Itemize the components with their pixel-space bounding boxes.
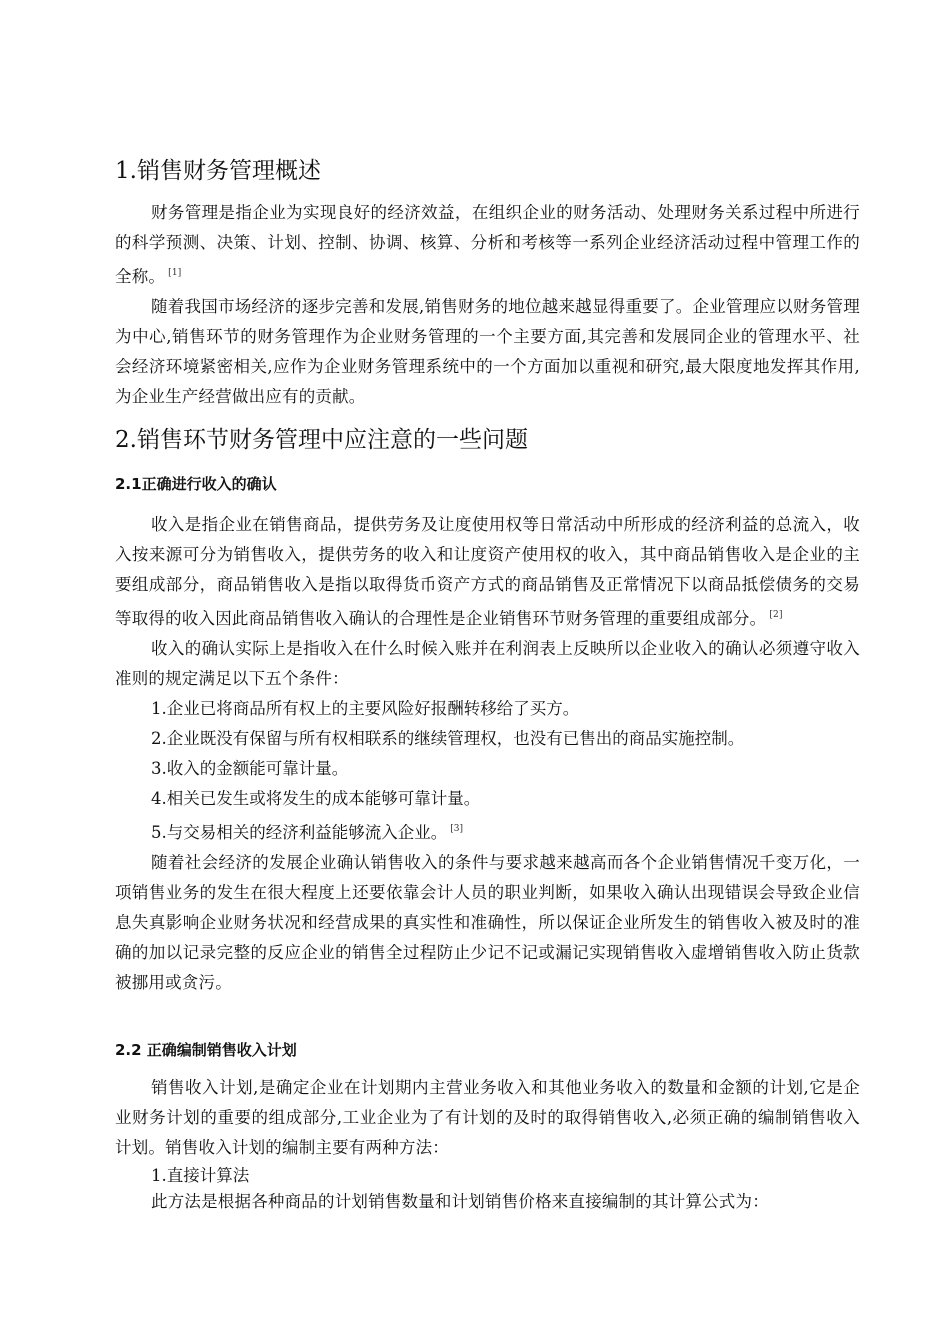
subsection-2-1-paragraph-1 [115, 510, 860, 634]
section-2-heading: 2.销售环节财务管理中应注意的一些问题 [115, 427, 528, 453]
condition-item: 4.相关已发生或将发生的成本能够可靠计量。 [151, 789, 481, 808]
condition-item: 3.收入的金额能可靠计量。 [151, 759, 349, 778]
paragraph-text: 收入是指企业在销售商品，提供劳务及让度使用权等日常活动中所形成的经济利益的总流入，收入按来源可分为销售收入，提供劳务的收入和让度资产使用权的收入，其中商品销售收入是企业的主要组成部分，商品销售收入是指以取得货币资产方式的商品销售及正常情况下以商品抵偿债务的交易等取得的收入因此商品销售收入确认的合理性是企业销售环节财务管理的重要组成部分。 [115, 515, 860, 628]
section-1-paragraph-2: 随着我国市场经济的逐步完善和发展,销售财务的地位越来越显得重要了。企业管理应以财务管理为中心,销售环节的财务管理作为企业财务管理的一个主要方面,其完善和发展同企业的管理水平、社会经济环境紧密相关,应作为企业财务管理系统中的一个方面加以重视和研究,最大限度地发挥其作用,为企业生产经营做出应有的贡献。 [115, 297, 860, 406]
subsection-2-2-heading: 2.2 正确编制销售收入计划 [115, 1041, 297, 1059]
subsection-2-1-paragraph-3: 随着社会经济的发展企业确认销售收入的条件与要求越来越高而各个企业销售情况千变万化，一项销售业务的发生在很大程度上还要依靠会计人员的职业判断，如果收入确认出现错误会导致企业信息失真影响企业财务状况和经营成果的真实性和准确性，所以保证企业所发生的销售收入被及时的准确的加以记录完整的反应企业的销售全过程防止少记不记或漏记实现销售收入虚增销售收入防止货款被挪用或贪污。 [115, 853, 860, 992]
method-item: 1.直接计算法 [151, 1166, 250, 1185]
citation-ref: [2] [769, 610, 783, 620]
subsection-2-2-body [115, 1073, 860, 1215]
subsection-2-1-heading: 2.1正确进行收入的确认 [115, 475, 277, 493]
subsection-2-2-paragraph-2: 此方法是根据各种商品的计划销售数量和计划销售价格来直接编制的其计算公式为： [151, 1192, 769, 1211]
subsection-2-1-paragraph-2: 收入的确认实际上是指收入在什么时候入账并在利润表上反映所以企业收入的确认必须遵守收入准则的规定满足以下五个条件： [115, 639, 860, 688]
section-1-paragraph-1 [115, 198, 860, 292]
condition-item: 1.企业已将商品所有权上的主要风险好报酬转移给了买方。 [151, 699, 580, 718]
condition-item: 2.企业既没有保留与所有权相联系的继续管理权，也没有已售出的商品实施控制。 [151, 729, 745, 748]
citation-ref: [3] [450, 824, 463, 834]
subsection-2-2-paragraph-1: 销售收入计划,是确定企业在计划期内主营业务收入和其他业务收入的数量和金额的计划,它是企业财务计划的重要的组成部分,工业企业为了有计划的及时的取得销售收入,必须正确的编制销售收入计划。销售收入计划的编制主要有两种方法： [115, 1078, 860, 1157]
subsection-2-1-body [115, 510, 860, 998]
paragraph-text: 财务管理是指企业为实现良好的经济效益，在组织企业的财务活动、处理财务关系过程中所进行的科学预测、决策、计划、控制、协调、核算、分析和考核等一系列企业经济活动过程中管理工作的全称。 [115, 203, 860, 286]
citation-ref: [1] [168, 268, 182, 278]
section-1-heading: 1.销售财务管理概述 [115, 158, 321, 184]
condition-item [115, 814, 860, 848]
section-1-body [115, 198, 860, 412]
item-text: 5.与交易相关的经济利益能够流入企业。 [151, 823, 448, 842]
